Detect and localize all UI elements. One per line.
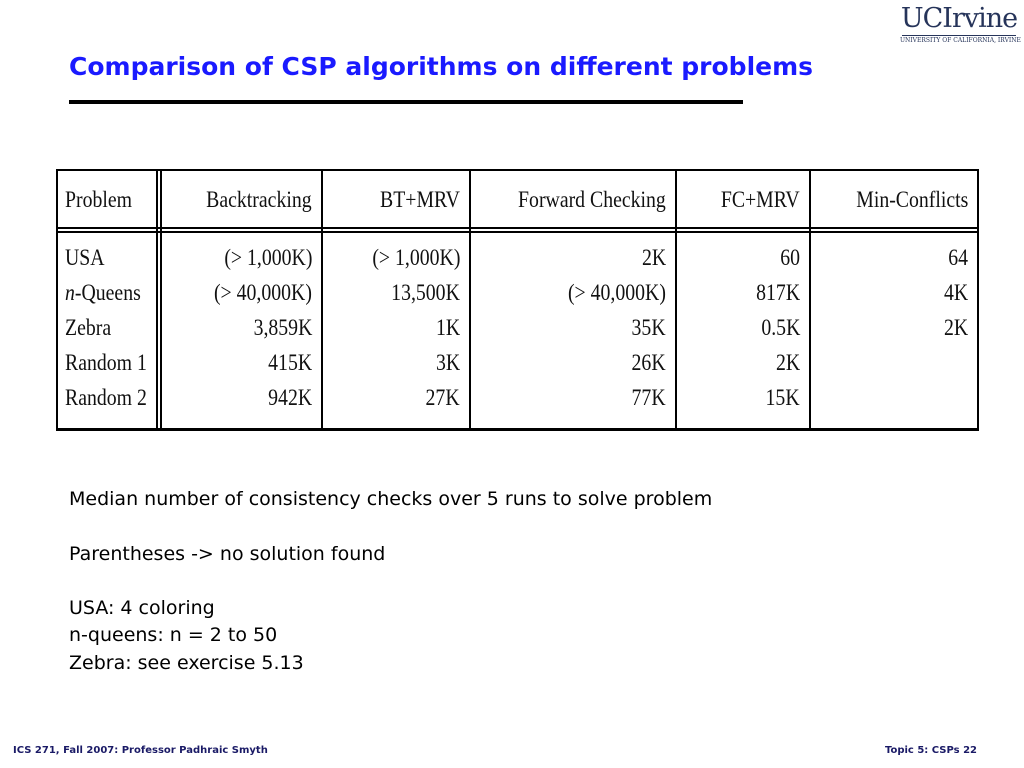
table-cell: 2K	[775, 350, 800, 375]
note-zebra: Zebra: see exercise 5.13	[69, 652, 304, 674]
table-col-divider	[469, 169, 471, 431]
table-col-divider	[675, 169, 677, 431]
table-cell: 4K	[943, 280, 968, 305]
table-cell: 35K	[631, 315, 666, 340]
table-cell: (> 40,000K)	[568, 280, 666, 305]
header-min-conflicts: Min-Conflicts	[855, 187, 968, 212]
row-label-zebra: Zebra	[65, 315, 112, 340]
table-cell: 26K	[631, 350, 666, 375]
table-cell: 0.5K	[760, 315, 800, 340]
table-cell: 2K	[943, 315, 968, 340]
row-label-italic-n: n	[65, 280, 75, 305]
table-col-divider-b	[160, 169, 162, 431]
table-cell: 2K	[641, 245, 666, 270]
table-cell: 1K	[435, 315, 460, 340]
comparison-table	[56, 169, 979, 431]
title-underline	[69, 100, 743, 104]
table-cell: 77K	[631, 385, 666, 410]
table-left-border	[56, 169, 58, 431]
table-cell: (> 1,000K)	[371, 245, 460, 270]
table-col-divider-a	[156, 169, 158, 431]
header-forward-checking: Forward Checking	[518, 187, 666, 212]
table-cell: (> 40,000K)	[214, 280, 312, 305]
table-header-rule-1	[56, 227, 979, 229]
table-bottom-rule	[56, 428, 979, 431]
note-n-queens: n-queens: n = 2 to 50	[69, 624, 278, 646]
table-right-border	[977, 169, 979, 431]
header-backtracking: Backtracking	[206, 187, 312, 212]
logo-subtitle: UNIVERSITY OF CALIFORNIA, IRVINE	[900, 37, 1021, 44]
table-cell: 60	[780, 245, 800, 270]
table-cell: 15K	[765, 385, 800, 410]
table-cell: 817K	[756, 280, 800, 305]
logo-divider	[902, 35, 1016, 36]
table-cell: 64	[948, 245, 968, 270]
university-logo	[900, 3, 1021, 48]
table-top-rule	[56, 169, 979, 171]
row-label-usa: USA	[65, 245, 105, 270]
table-cell: 3K	[435, 350, 460, 375]
table-cell: 27K	[425, 385, 460, 410]
row-label-random-2: Random 2	[65, 385, 147, 410]
header-problem: Problem	[65, 187, 133, 212]
slide-title: Comparison of CSP algorithms on different problems	[69, 52, 814, 81]
footer-course: ICS 271, Fall 2007: Professor Padhraic Smyth	[13, 745, 268, 756]
logo-wordmark: UCIrvine	[900, 3, 1018, 34]
row-label-n-queens	[65, 278, 141, 308]
table-cell: (> 1,000K)	[223, 245, 312, 270]
note-usa: USA: 4 coloring	[69, 597, 215, 619]
table-col-divider	[321, 169, 323, 431]
table-cell: 415K	[268, 350, 312, 375]
table-cell: 3,859K	[253, 315, 312, 340]
table-col-divider	[809, 169, 811, 431]
header-fc-mrv: FC+MRV	[721, 187, 800, 212]
table-cell: 942K	[268, 385, 312, 410]
header-bt-mrv: BT+MRV	[380, 187, 460, 212]
note-median-checks: Median number of consistency checks over 5 runs to solve problem	[69, 488, 713, 510]
footer-page: Topic 5: CSPs 22	[884, 745, 977, 756]
row-label-random-1: Random 1	[65, 350, 147, 375]
note-parentheses: Parentheses -> no solution found	[69, 543, 386, 565]
table-header-rule-2	[56, 231, 979, 233]
row-label-text: -Queens	[74, 280, 141, 305]
table-cell: 13,500K	[391, 280, 460, 305]
